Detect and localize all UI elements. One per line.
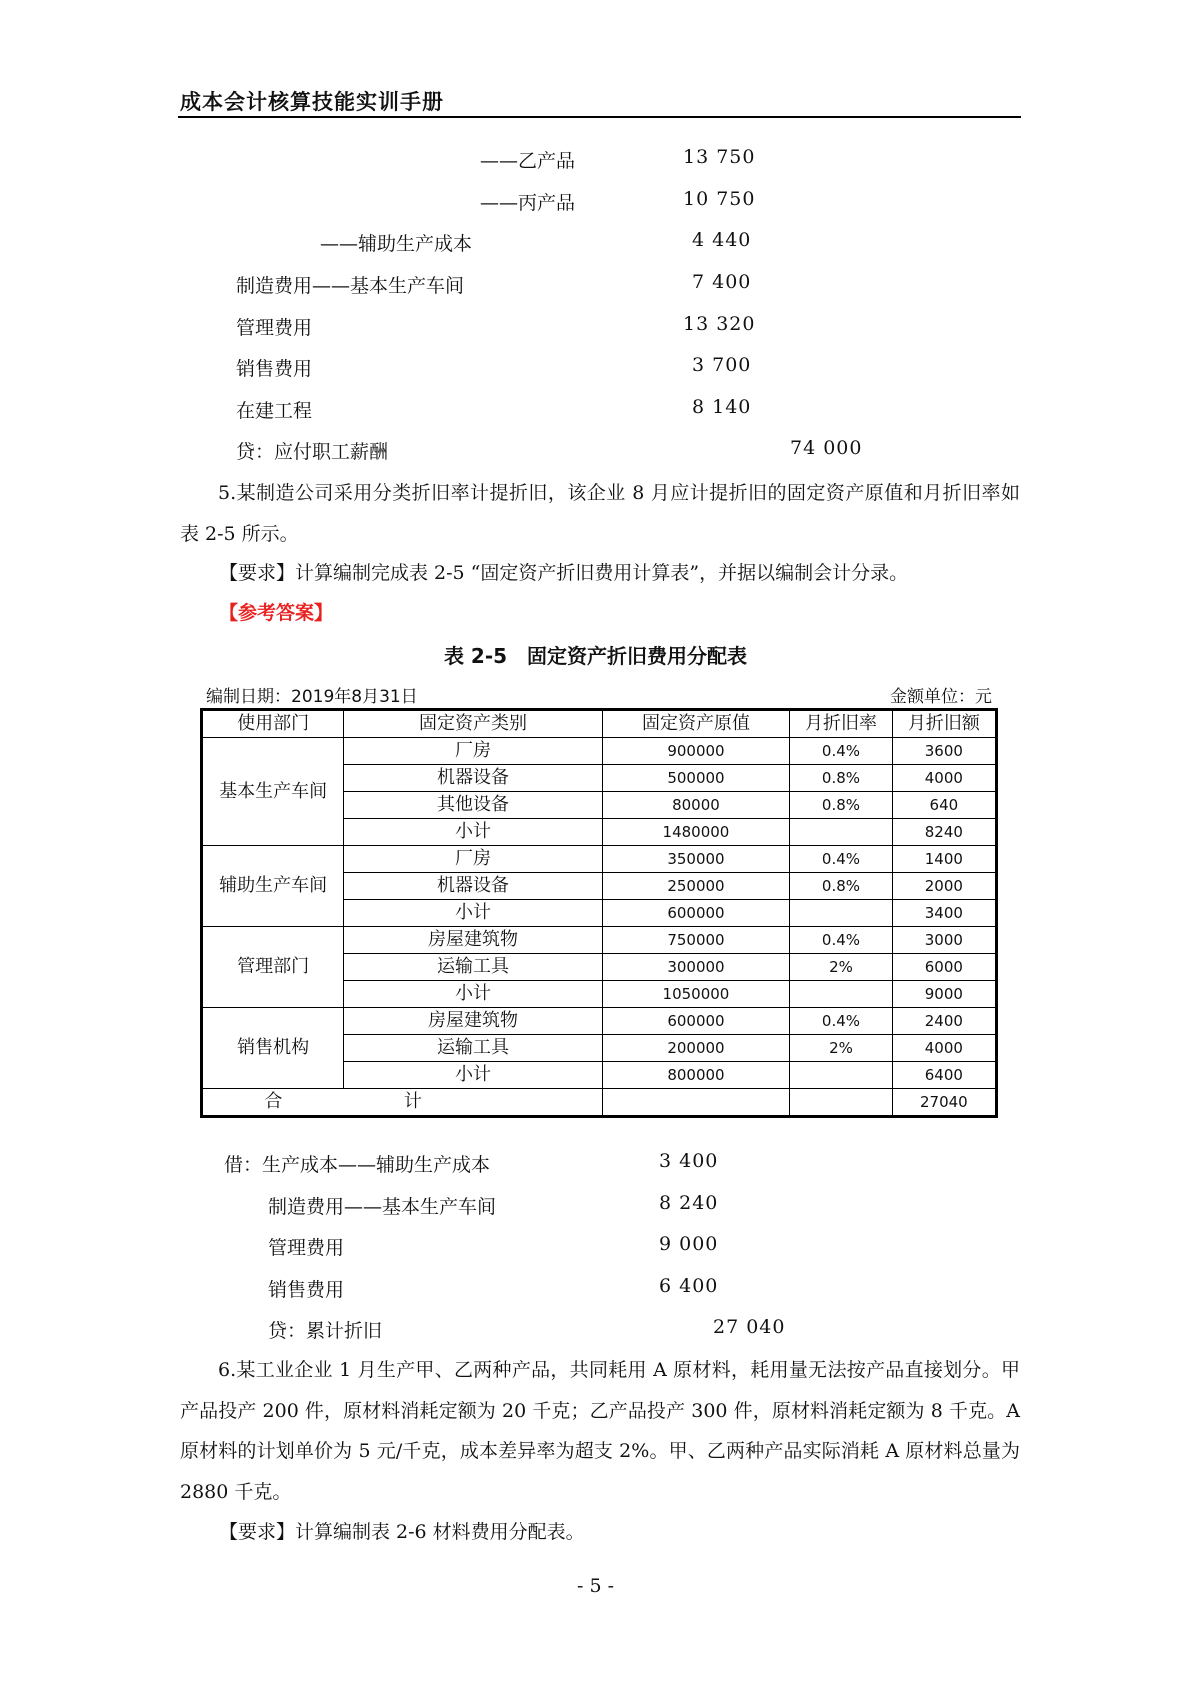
category-cell: 房屋建筑物 [344, 927, 602, 954]
entry-top-amount-1: 10 750 [683, 188, 756, 210]
rate-cell: 0.8% [790, 873, 892, 900]
entry-top-amount-5: 3 700 [692, 354, 752, 376]
entry-bottom-amount-3: 6 400 [659, 1275, 719, 1297]
table-unit: 金额单位：元 [890, 687, 992, 707]
rate-cell: 0.4% [790, 846, 892, 873]
page-number: - 5 - [576, 1575, 614, 1597]
rate-cell: 0.8% [790, 792, 892, 819]
entry-top-amount-2: 4 440 [692, 229, 752, 251]
header-monthly-amount: 月折旧额 [892, 710, 996, 738]
category-cell: 厂房 [344, 846, 602, 873]
rate-cell [790, 900, 892, 927]
amount-cell: 8240 [892, 819, 996, 846]
entry-top-account-1: ——丙产品 [480, 192, 576, 214]
entry-bottom-amount-0: 3 400 [659, 1150, 719, 1172]
book-title: 成本会计核算技能实训手册 [180, 90, 444, 114]
entry-top-account-7: 贷：应付职工薪酬 [236, 441, 389, 463]
total-label-right: 计 [344, 1089, 602, 1117]
amount-cell: 9000 [892, 981, 996, 1008]
category-cell: 厂房 [344, 738, 602, 765]
entry-bottom-account-0: 借：生产成本——辅助生产成本 [224, 1154, 491, 1176]
dept-cell: 基本生产车间 [202, 738, 344, 846]
value-cell: 600000 [602, 900, 790, 927]
category-cell: 其他设备 [344, 792, 602, 819]
rate-cell: 2% [790, 1035, 892, 1062]
total-value-cell [602, 1089, 790, 1117]
category-cell: 小计 [344, 819, 602, 846]
category-cell: 运输工具 [344, 1035, 602, 1062]
header-rule [178, 116, 1021, 118]
category-cell: 机器设备 [344, 873, 602, 900]
question-6-requirement: 【要求】计算编制表 2-6 材料费用分配表。 [219, 1521, 585, 1543]
entry-top-amount-3: 7 400 [692, 271, 752, 293]
question-6 [180, 1350, 1020, 1512]
header-original-value: 固定资产原值 [602, 710, 790, 738]
dept-cell: 销售机构 [202, 1008, 344, 1089]
entry-top-account-2: ——辅助生产成本 [320, 233, 473, 255]
table-row [202, 927, 997, 954]
entry-top-account-6: 在建工程 [236, 400, 313, 422]
header-dept: 使用部门 [202, 710, 344, 738]
entry-top-account-0: ——乙产品 [480, 150, 576, 172]
value-cell: 1480000 [602, 819, 790, 846]
question-5 [180, 473, 1020, 554]
entry-top-amount-4: 13 320 [683, 313, 756, 335]
category-cell: 房屋建筑物 [344, 1008, 602, 1035]
header-category: 固定资产类别 [344, 710, 602, 738]
entry-bottom-account-4: 贷：累计折旧 [268, 1320, 383, 1342]
table-row [202, 846, 997, 873]
value-cell: 800000 [602, 1062, 790, 1089]
table-date: 编制日期：2019年8月31日 [206, 687, 418, 707]
dept-cell: 辅助生产车间 [202, 846, 344, 927]
rate-cell: 2% [790, 954, 892, 981]
entry-top-amount-7: 74 000 [790, 437, 863, 459]
amount-cell: 640 [892, 792, 996, 819]
table-total-row [202, 1089, 997, 1117]
question-5-requirement: 【要求】计算编制完成表 2-5 “固定资产折旧费用计算表”，并据以编制会计分录。 [219, 562, 909, 584]
amount-cell: 2400 [892, 1008, 996, 1035]
value-cell: 600000 [602, 1008, 790, 1035]
amount-cell: 3000 [892, 927, 996, 954]
value-cell: 200000 [602, 1035, 790, 1062]
amount-cell: 3400 [892, 900, 996, 927]
answer-label: 【参考答案】 [219, 602, 334, 624]
entry-bottom-amount-2: 9 000 [659, 1233, 719, 1255]
rate-cell: 0.8% [790, 765, 892, 792]
category-cell: 运输工具 [344, 954, 602, 981]
rate-cell [790, 819, 892, 846]
entry-bottom-amount-1: 8 240 [659, 1192, 719, 1214]
entry-top-amount-6: 8 140 [692, 396, 752, 418]
value-cell: 750000 [602, 927, 790, 954]
amount-cell: 6400 [892, 1062, 996, 1089]
question-6-text: 6.某工业企业 1 月生产甲、乙两种产品，共同耗用 A 原材料，耗用量无法按产品直接划分。甲产品投产 200 件，原材料消耗定额为 20 千克；乙产品投产 300 件，原材料消耗定额为 8 千克。A 原材料的计划单价为 5 元/千克，成本差异率为超支 2%。甲、乙两种产品实际消耗 A 原材料总量为 2880 千克。 [180, 1359, 1020, 1503]
entry-top-account-3: 制造费用——基本生产车间 [236, 275, 465, 297]
entry-bottom-account-2: 管理费用 [268, 1237, 345, 1259]
entry-bottom-amount-4: 27 040 [713, 1316, 786, 1338]
rate-cell: 0.4% [790, 1008, 892, 1035]
value-cell: 350000 [602, 846, 790, 873]
amount-cell: 2000 [892, 873, 996, 900]
depreciation-table [200, 708, 998, 1118]
header-monthly-rate: 月折旧率 [790, 710, 892, 738]
rate-cell [790, 1062, 892, 1089]
total-label-left: 合 [202, 1089, 344, 1117]
category-cell: 小计 [344, 1062, 602, 1089]
category-cell: 小计 [344, 981, 602, 1008]
value-cell: 250000 [602, 873, 790, 900]
rate-cell: 0.4% [790, 927, 892, 954]
amount-cell: 4000 [892, 1035, 996, 1062]
entry-top-account-4: 管理费用 [236, 317, 313, 339]
value-cell: 1050000 [602, 981, 790, 1008]
amount-cell: 6000 [892, 954, 996, 981]
value-cell: 500000 [602, 765, 790, 792]
rate-cell [790, 981, 892, 1008]
amount-cell: 4000 [892, 765, 996, 792]
question-5-text: 5.某制造公司采用分类折旧率计提折旧，该企业 8 月应计提折旧的固定资产原值和月折旧率如表 2-5 所示。 [180, 482, 1020, 545]
category-cell: 机器设备 [344, 765, 602, 792]
table-row [202, 1008, 997, 1035]
total-amount-cell: 27040 [892, 1089, 996, 1117]
category-cell: 小计 [344, 900, 602, 927]
amount-cell: 3600 [892, 738, 996, 765]
table-row [202, 738, 997, 765]
table-title: 表 2-5 固定资产折旧费用分配表 [443, 644, 748, 668]
entry-bottom-account-3: 销售费用 [268, 1279, 345, 1301]
entry-top-amount-0: 13 750 [683, 146, 756, 168]
total-rate-cell [790, 1089, 892, 1117]
value-cell: 80000 [602, 792, 790, 819]
rate-cell: 0.4% [790, 738, 892, 765]
entry-bottom-account-1: 制造费用——基本生产车间 [268, 1196, 497, 1218]
table-header-row [202, 710, 997, 738]
entry-top-account-5: 销售费用 [236, 358, 313, 380]
value-cell: 300000 [602, 954, 790, 981]
value-cell: 900000 [602, 738, 790, 765]
amount-cell: 1400 [892, 846, 996, 873]
dept-cell: 管理部门 [202, 927, 344, 1008]
